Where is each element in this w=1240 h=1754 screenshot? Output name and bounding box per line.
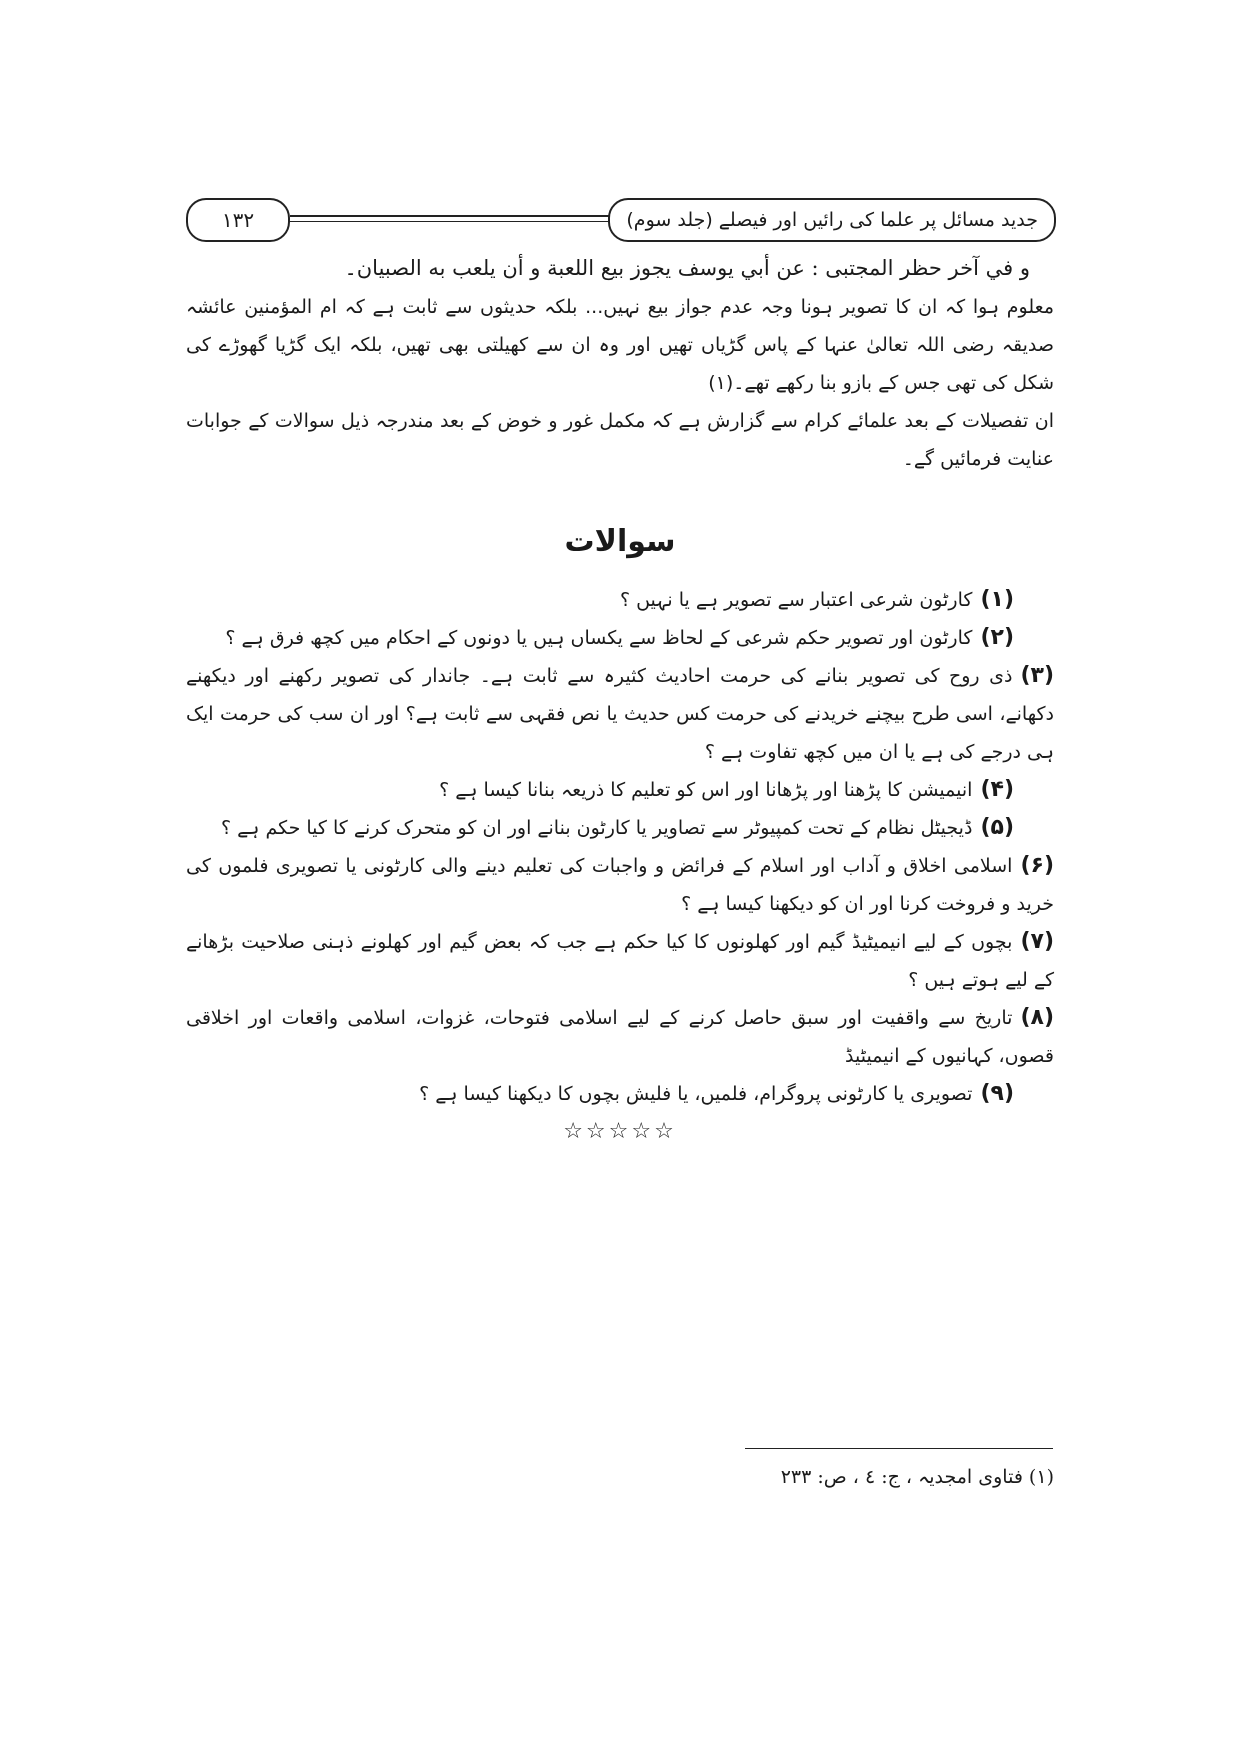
question-text: اسلامی اخلاق و آداب اور اسلام کے فرائض و واجبات کی تعلیم دینے والی کارٹونی یا تصویری فلموں کی خرید و فروخت کرنا اور ان کو دیکھنا کیسا ہے ؟ [186, 855, 1054, 915]
question-item [186, 657, 1054, 771]
question-number: (۲) [980, 625, 1014, 650]
footnote: (۱) فتاوی امجدیہ ، ج: ٤ ، ص: ٢٣٣ [780, 1466, 1054, 1488]
question-item [186, 581, 1014, 619]
question-item [186, 771, 1014, 809]
page-header [186, 198, 1056, 238]
questions-list [186, 581, 1054, 1113]
question-text: ڈیجیٹل نظام کے تحت کمپیوٹر سے تصاویر یا کارٹون بنانے اور ان کو متحرک کرنے کا کیا حکم ہے ؟ [221, 817, 973, 839]
question-item [186, 809, 1014, 847]
book-title: جدید مسائل پر علما کی رائیں اور فیصلے (جلد سوم) [608, 198, 1056, 242]
page-number: ۱۳۲ [186, 198, 290, 242]
question-number: (۵) [980, 815, 1014, 840]
question-text: بچوں کے لیے انیمیٹیڈ گیم اور کھلونوں کا کیا حکم ہے جب کہ بعض گیم اور کھلونے ذہنی صلاحیت بڑھانے کے لیے ہوتے ہیں ؟ [186, 931, 1054, 991]
footnote-divider [745, 1448, 1053, 1449]
question-item [186, 923, 1054, 999]
question-number: (۱) [980, 587, 1014, 612]
question-number: (۸) [1020, 1005, 1054, 1030]
question-number: (۳) [1020, 663, 1054, 688]
paragraph-1: معلوم ہوا کہ ان کا تصویر ہونا وجہ عدم جواز بیع نہیں... بلکہ حدیثوں سے ثابت ہے کہ ام المؤمنین عائشہ صدیقہ رضی اللہ تعالیٰ عنہا کے پاس گڑیاں تھیں اور وہ ان سے کھیلتی بھی تھیں، بلکہ ایک گڑیا گھوڑے کی شکل کی تھی جس کے بازو بنا رکھے تھے۔(۱) [186, 296, 1054, 394]
question-text: ذی روح کی تصویر بنانے کی حرمت احادیث کثیرہ سے ثابت ہے۔ جاندار کی تصویر رکھنے اور دیکھنے دکھانے، اسی طرح بیچنے خریدنے کی حرمت کس حدیث یا نص فقہی سے ثابت ہے؟ اور ان سب کی حرمت ایک ہی درجے کی ہے یا ان میں کچھ تفاوت ہے ؟ [186, 665, 1054, 763]
question-item [186, 847, 1054, 923]
question-item [186, 1075, 1014, 1113]
question-number: (۶) [1020, 853, 1054, 878]
question-item [186, 999, 1054, 1075]
paragraph-2: ان تفصیلات کے بعد علمائے کرام سے گزارش ہے کہ مکمل غور و خوض کے بعد مندرجہ ذیل سوالات کے جوابات عنایت فرمائیں گے۔ [186, 410, 1054, 470]
question-text: انیمیشن کا پڑھنا اور پڑھانا اور اس کو تعلیم کا ذریعہ بنانا کیسا ہے ؟ [439, 779, 973, 801]
question-text: تصویری یا کارٹونی پروگرام، فلمیں، یا فلیش بچوں کا دیکھنا کیسا ہے ؟ [419, 1083, 973, 1105]
section-end-stars: ☆☆☆☆☆ [563, 1119, 677, 1144]
question-number: (۹) [980, 1081, 1014, 1106]
question-number: (۷) [1020, 929, 1054, 954]
question-text: کارٹون اور تصویر حکم شرعی کے لحاظ سے یکساں ہیں یا دونوں کے احکام میں کچھ فرق ہے ؟ [225, 627, 973, 649]
question-number: (۴) [980, 777, 1014, 802]
section-title: سوالات [564, 524, 676, 559]
question-text: کارٹون شرعی اعتبار سے تصویر ہے یا نہیں ؟ [619, 589, 973, 611]
question-text: تاریخ سے واقفیت اور سبق حاصل کرنے کے لیے اسلامی فتوحات، غزوات، اسلامی واقعات اور اخلاقی قصوں، کہانیوں کے انیمیٹیڈ [186, 1007, 1054, 1067]
page-content [186, 248, 1054, 1144]
question-item [186, 619, 1014, 657]
arabic-quote: و في آخر حظر المجتبى : عن أبي يوسف يجوز بيع اللعبة و أن يلعب به الصبيان۔ [344, 256, 1030, 280]
